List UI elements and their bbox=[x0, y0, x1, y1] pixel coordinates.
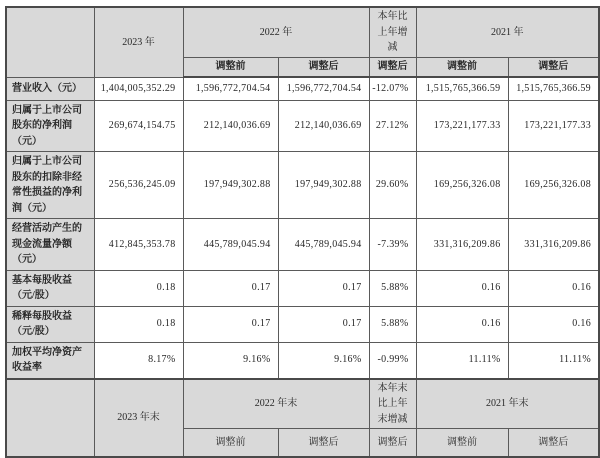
value-2023: 0.18 bbox=[94, 270, 183, 306]
value-2022-post: 0.17 bbox=[278, 270, 369, 306]
table-row-basic-eps bbox=[6, 270, 599, 306]
value-2021-pre: 169,256,326.08 bbox=[416, 152, 508, 219]
footer-header-2022-pre: 调整前 bbox=[183, 429, 278, 457]
value-change: 5.88% bbox=[369, 270, 416, 306]
header-change-post: 调整后 bbox=[369, 57, 416, 77]
value-2022-post: 212,140,036.69 bbox=[278, 100, 369, 152]
footer-header-row-years bbox=[6, 379, 599, 429]
header-2021: 2021 年 bbox=[416, 7, 599, 57]
value-2022-post: 1,596,772,704.54 bbox=[278, 77, 369, 100]
value-2022-pre: 197,949,302.88 bbox=[183, 152, 278, 219]
footer-header-change-post: 调整后 bbox=[369, 429, 416, 457]
value-change: -7.39% bbox=[369, 219, 416, 271]
value-2021-post: 331,316,209.86 bbox=[508, 219, 599, 271]
value-change: -12.07% bbox=[369, 77, 416, 100]
footer-header-2022-post: 调整后 bbox=[278, 429, 369, 457]
table-row-deducted-net-profit bbox=[6, 152, 599, 219]
value-2023: 8.17% bbox=[94, 342, 183, 379]
row-label: 基本每股收益（元/股） bbox=[6, 270, 94, 306]
footer-header-2021-post: 调整后 bbox=[508, 429, 599, 457]
value-2021-post: 0.16 bbox=[508, 270, 599, 306]
header-2021-pre: 调整前 bbox=[416, 57, 508, 77]
header-2022-pre: 调整前 bbox=[183, 57, 278, 77]
row-label: 归属于上市公司股东的净利润（元） bbox=[6, 100, 94, 152]
value-2023: 1,404,005,352.29 bbox=[94, 77, 183, 100]
table-row-weighted-avg-roe bbox=[6, 342, 599, 379]
value-2021-post: 169,256,326.08 bbox=[508, 152, 599, 219]
table-row-revenue bbox=[6, 77, 599, 100]
header-2021-post: 调整后 bbox=[508, 57, 599, 77]
value-change: 29.60% bbox=[369, 152, 416, 219]
key-accounting-data-table bbox=[5, 6, 600, 458]
table-row-net-profit bbox=[6, 100, 599, 152]
footer-header-blank-cell bbox=[6, 379, 94, 457]
value-2022-post: 197,949,302.88 bbox=[278, 152, 369, 219]
value-change: 27.12% bbox=[369, 100, 416, 152]
table-row-operating-cash-flow bbox=[6, 219, 599, 271]
value-2022-pre: 445,789,045.94 bbox=[183, 219, 278, 271]
value-2022-pre: 0.17 bbox=[183, 270, 278, 306]
value-2022-post: 9.16% bbox=[278, 342, 369, 379]
value-change: 5.88% bbox=[369, 306, 416, 342]
row-label: 经营活动产生的现金流量净额（元） bbox=[6, 219, 94, 271]
header-2022: 2022 年 bbox=[183, 7, 369, 57]
table-row-diluted-eps bbox=[6, 306, 599, 342]
value-2023: 256,536,245.09 bbox=[94, 152, 183, 219]
footer-header-2021-pre: 调整前 bbox=[416, 429, 508, 457]
value-2021-pre: 331,316,209.86 bbox=[416, 219, 508, 271]
footer-header-2023-end: 2023 年末 bbox=[94, 379, 183, 457]
footer-header-2022-end: 2022 年末 bbox=[183, 379, 369, 429]
value-2022-pre: 1,596,772,704.54 bbox=[183, 77, 278, 100]
value-2021-pre: 173,221,177.33 bbox=[416, 100, 508, 152]
header-blank-cell bbox=[6, 7, 94, 77]
footer-header-2021-end: 2021 年末 bbox=[416, 379, 599, 429]
value-2021-post: 11.11% bbox=[508, 342, 599, 379]
value-2022-pre: 212,140,036.69 bbox=[183, 100, 278, 152]
value-2021-post: 1,515,765,366.59 bbox=[508, 77, 599, 100]
value-2022-pre: 9.16% bbox=[183, 342, 278, 379]
header-row-years bbox=[6, 7, 599, 57]
value-2023: 412,845,353.78 bbox=[94, 219, 183, 271]
footer-header-yoy-change: 本年末比上年末增减 bbox=[369, 379, 416, 429]
row-label: 稀释每股收益（元/股） bbox=[6, 306, 94, 342]
value-2022-post: 0.17 bbox=[278, 306, 369, 342]
header-2022-post: 调整后 bbox=[278, 57, 369, 77]
header-yoy-change: 本年比上年增减 bbox=[369, 7, 416, 57]
value-2021-pre: 0.16 bbox=[416, 306, 508, 342]
value-2021-post: 0.16 bbox=[508, 306, 599, 342]
row-label: 归属于上市公司股东的扣除非经常性损益的净利润（元） bbox=[6, 152, 94, 219]
value-2021-pre: 11.11% bbox=[416, 342, 508, 379]
value-2023: 269,674,154.75 bbox=[94, 100, 183, 152]
value-2022-post: 445,789,045.94 bbox=[278, 219, 369, 271]
value-2021-post: 173,221,177.33 bbox=[508, 100, 599, 152]
value-2021-pre: 1,515,765,366.59 bbox=[416, 77, 508, 100]
value-2022-pre: 0.17 bbox=[183, 306, 278, 342]
value-2021-pre: 0.16 bbox=[416, 270, 508, 306]
header-2023: 2023 年 bbox=[94, 7, 183, 77]
value-change: -0.99% bbox=[369, 342, 416, 379]
value-2023: 0.18 bbox=[94, 306, 183, 342]
row-label: 营业收入（元） bbox=[6, 77, 94, 100]
row-label: 加权平均净资产收益率 bbox=[6, 342, 94, 379]
